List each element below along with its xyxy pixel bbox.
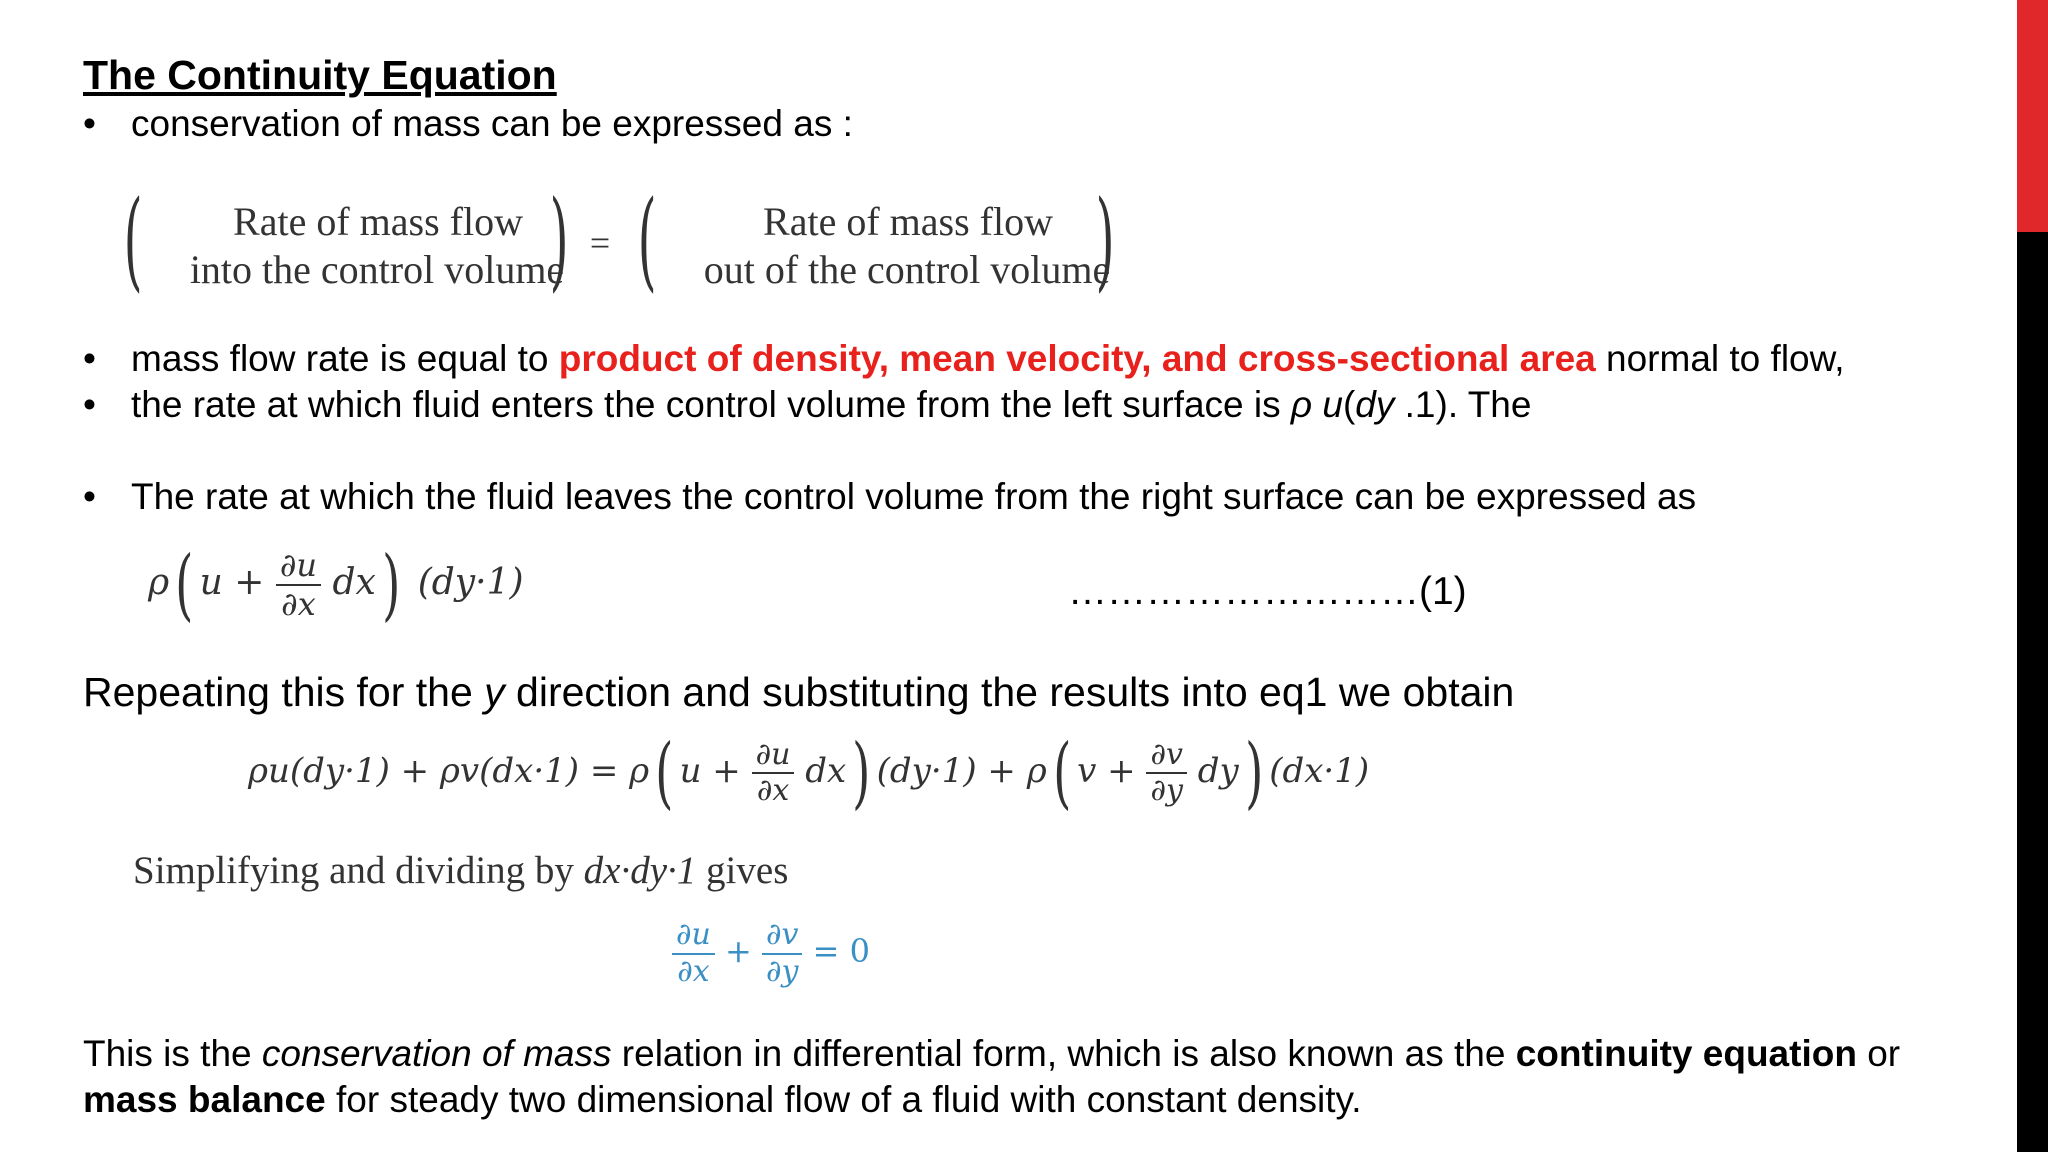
- dx-symbol: dx: [332, 562, 376, 603]
- fraction-denominator: ∂x: [756, 773, 790, 808]
- lhs: ρu(dy·1) + ρv(dx·1) =: [248, 751, 619, 791]
- u-symbol: u: [1312, 384, 1343, 425]
- fraction-denominator: ∂x: [281, 585, 316, 623]
- text-4: for steady two dimensional flow of a fluid with constant density.: [325, 1079, 1362, 1120]
- right-term-line2: out of the control volume: [703, 247, 1111, 292]
- bullet-dot: •: [83, 338, 96, 379]
- y-symbol: y: [484, 669, 505, 715]
- right-term-line1: Rate of mass flow: [763, 199, 1053, 244]
- fraction-numerator: ∂u: [672, 918, 715, 955]
- bullet-text: conservation of mass can be expressed as :: [131, 103, 853, 144]
- bullet-leave-rate: [83, 477, 1696, 518]
- rho-symbol-2: ρ: [1026, 751, 1047, 791]
- fraction-dv-dy: [1146, 738, 1186, 809]
- bullet-conservation: [83, 104, 853, 145]
- rho-symbol: ρ: [629, 751, 650, 791]
- italic-term: conservation of mass: [261, 1033, 612, 1074]
- dy-symbol: dy: [1355, 384, 1395, 425]
- right-close-paren: ): [1095, 178, 1115, 303]
- bullet-dot: •: [83, 476, 96, 517]
- equation-label-1: ………………………(1): [1068, 570, 1467, 613]
- fraction-denominator: ∂x: [677, 953, 710, 989]
- rhs: = 0: [812, 932, 870, 970]
- equation-1: [148, 540, 524, 630]
- conclusion-line-1: [83, 1034, 1900, 1075]
- fraction-du-dx: [752, 738, 795, 809]
- repeat-line: [83, 670, 1514, 715]
- text: Simplifying and dividing by: [133, 849, 584, 892]
- fraction-du-dx: [276, 547, 321, 623]
- text: This is the: [83, 1033, 262, 1074]
- fraction-denominator: ∂y: [1150, 773, 1183, 808]
- conclusion-line-2: [83, 1080, 1362, 1121]
- bullet-text: the rate at which fluid enters the control volume from the left surface is: [131, 384, 1291, 425]
- left-big-paren: (: [655, 728, 674, 818]
- text-3: or: [1856, 1033, 1901, 1074]
- bullet-mass-flow-rate: [83, 339, 1845, 380]
- fraction-numerator: ∂u: [276, 547, 321, 586]
- right-big-paren-2: ): [1244, 728, 1264, 818]
- left-term-line2: into the control volume: [189, 247, 565, 292]
- bullet-dot: •: [83, 384, 96, 425]
- bullet-text: The rate at which the fluid leaves the control volume from the right surface can be expressed as: [131, 476, 1697, 517]
- fraction-denominator: ∂y: [766, 953, 799, 989]
- fraction-du-dx: [672, 918, 715, 989]
- rho-symbol: ρ: [148, 562, 170, 603]
- u-plus: u +: [679, 751, 741, 791]
- text-tail: direction and substituting the results into eq1 we obtain: [504, 669, 1515, 715]
- eq2-tail: (dx·1): [1269, 751, 1370, 791]
- simplify-line: [133, 848, 788, 893]
- right-accent-bar-red: [2017, 0, 2048, 232]
- left-close-paren: ): [549, 178, 569, 303]
- fraction-numerator: ∂u: [752, 738, 795, 775]
- left-big-paren: (: [175, 540, 194, 630]
- bold-term-1: continuity equation: [1515, 1033, 1857, 1074]
- word-equation: [120, 178, 1120, 305]
- paren-open: (: [1342, 384, 1356, 425]
- equation-3: [672, 918, 870, 989]
- slide-title: The Continuity Equation: [83, 52, 557, 98]
- bullet-text-tail: normal to flow,: [1595, 338, 1845, 379]
- text-tail: gives: [696, 849, 789, 892]
- right-paren: (: [637, 178, 657, 303]
- left-paren: (: [123, 178, 143, 303]
- fraction-numerator: ∂v: [1146, 738, 1186, 775]
- highlight-text: product of density, mean velocity, and cross-sectional area: [558, 338, 1596, 379]
- rho-symbol: ρ: [1290, 384, 1313, 425]
- left-big-paren-2: (: [1052, 728, 1072, 818]
- bullet-enter-rate: [83, 385, 1531, 426]
- eq1-tail: (dy·1): [417, 562, 524, 603]
- mid-term: (dy·1) +: [876, 751, 1016, 791]
- expression: dx·dy·1: [583, 849, 697, 892]
- u-plus: u +: [199, 562, 265, 603]
- fraction-numerator: ∂v: [762, 918, 802, 955]
- dy-symbol: dy: [1197, 751, 1239, 791]
- right-big-paren: ): [381, 540, 401, 630]
- dx-symbol: dx: [805, 751, 847, 791]
- bold-term-2: mass balance: [83, 1079, 326, 1120]
- text-2: relation in differential form, which is also known as the: [611, 1033, 1516, 1074]
- plus-sign: +: [725, 932, 752, 970]
- fraction-dv-dy: [762, 918, 802, 989]
- v-plus: v +: [1077, 751, 1136, 791]
- equation-2: [248, 728, 1369, 818]
- left-term-line1: Rate of mass flow: [233, 199, 523, 244]
- right-accent-bar-black: [2017, 232, 2048, 1152]
- bullet-text-tail: .1). The: [1394, 384, 1532, 425]
- bullet-dot: •: [83, 103, 96, 144]
- equals-sign: =: [589, 223, 611, 263]
- text: Repeating this for the: [83, 669, 485, 715]
- bullet-text: mass flow rate is equal to: [131, 338, 559, 379]
- right-big-paren: ): [852, 728, 871, 818]
